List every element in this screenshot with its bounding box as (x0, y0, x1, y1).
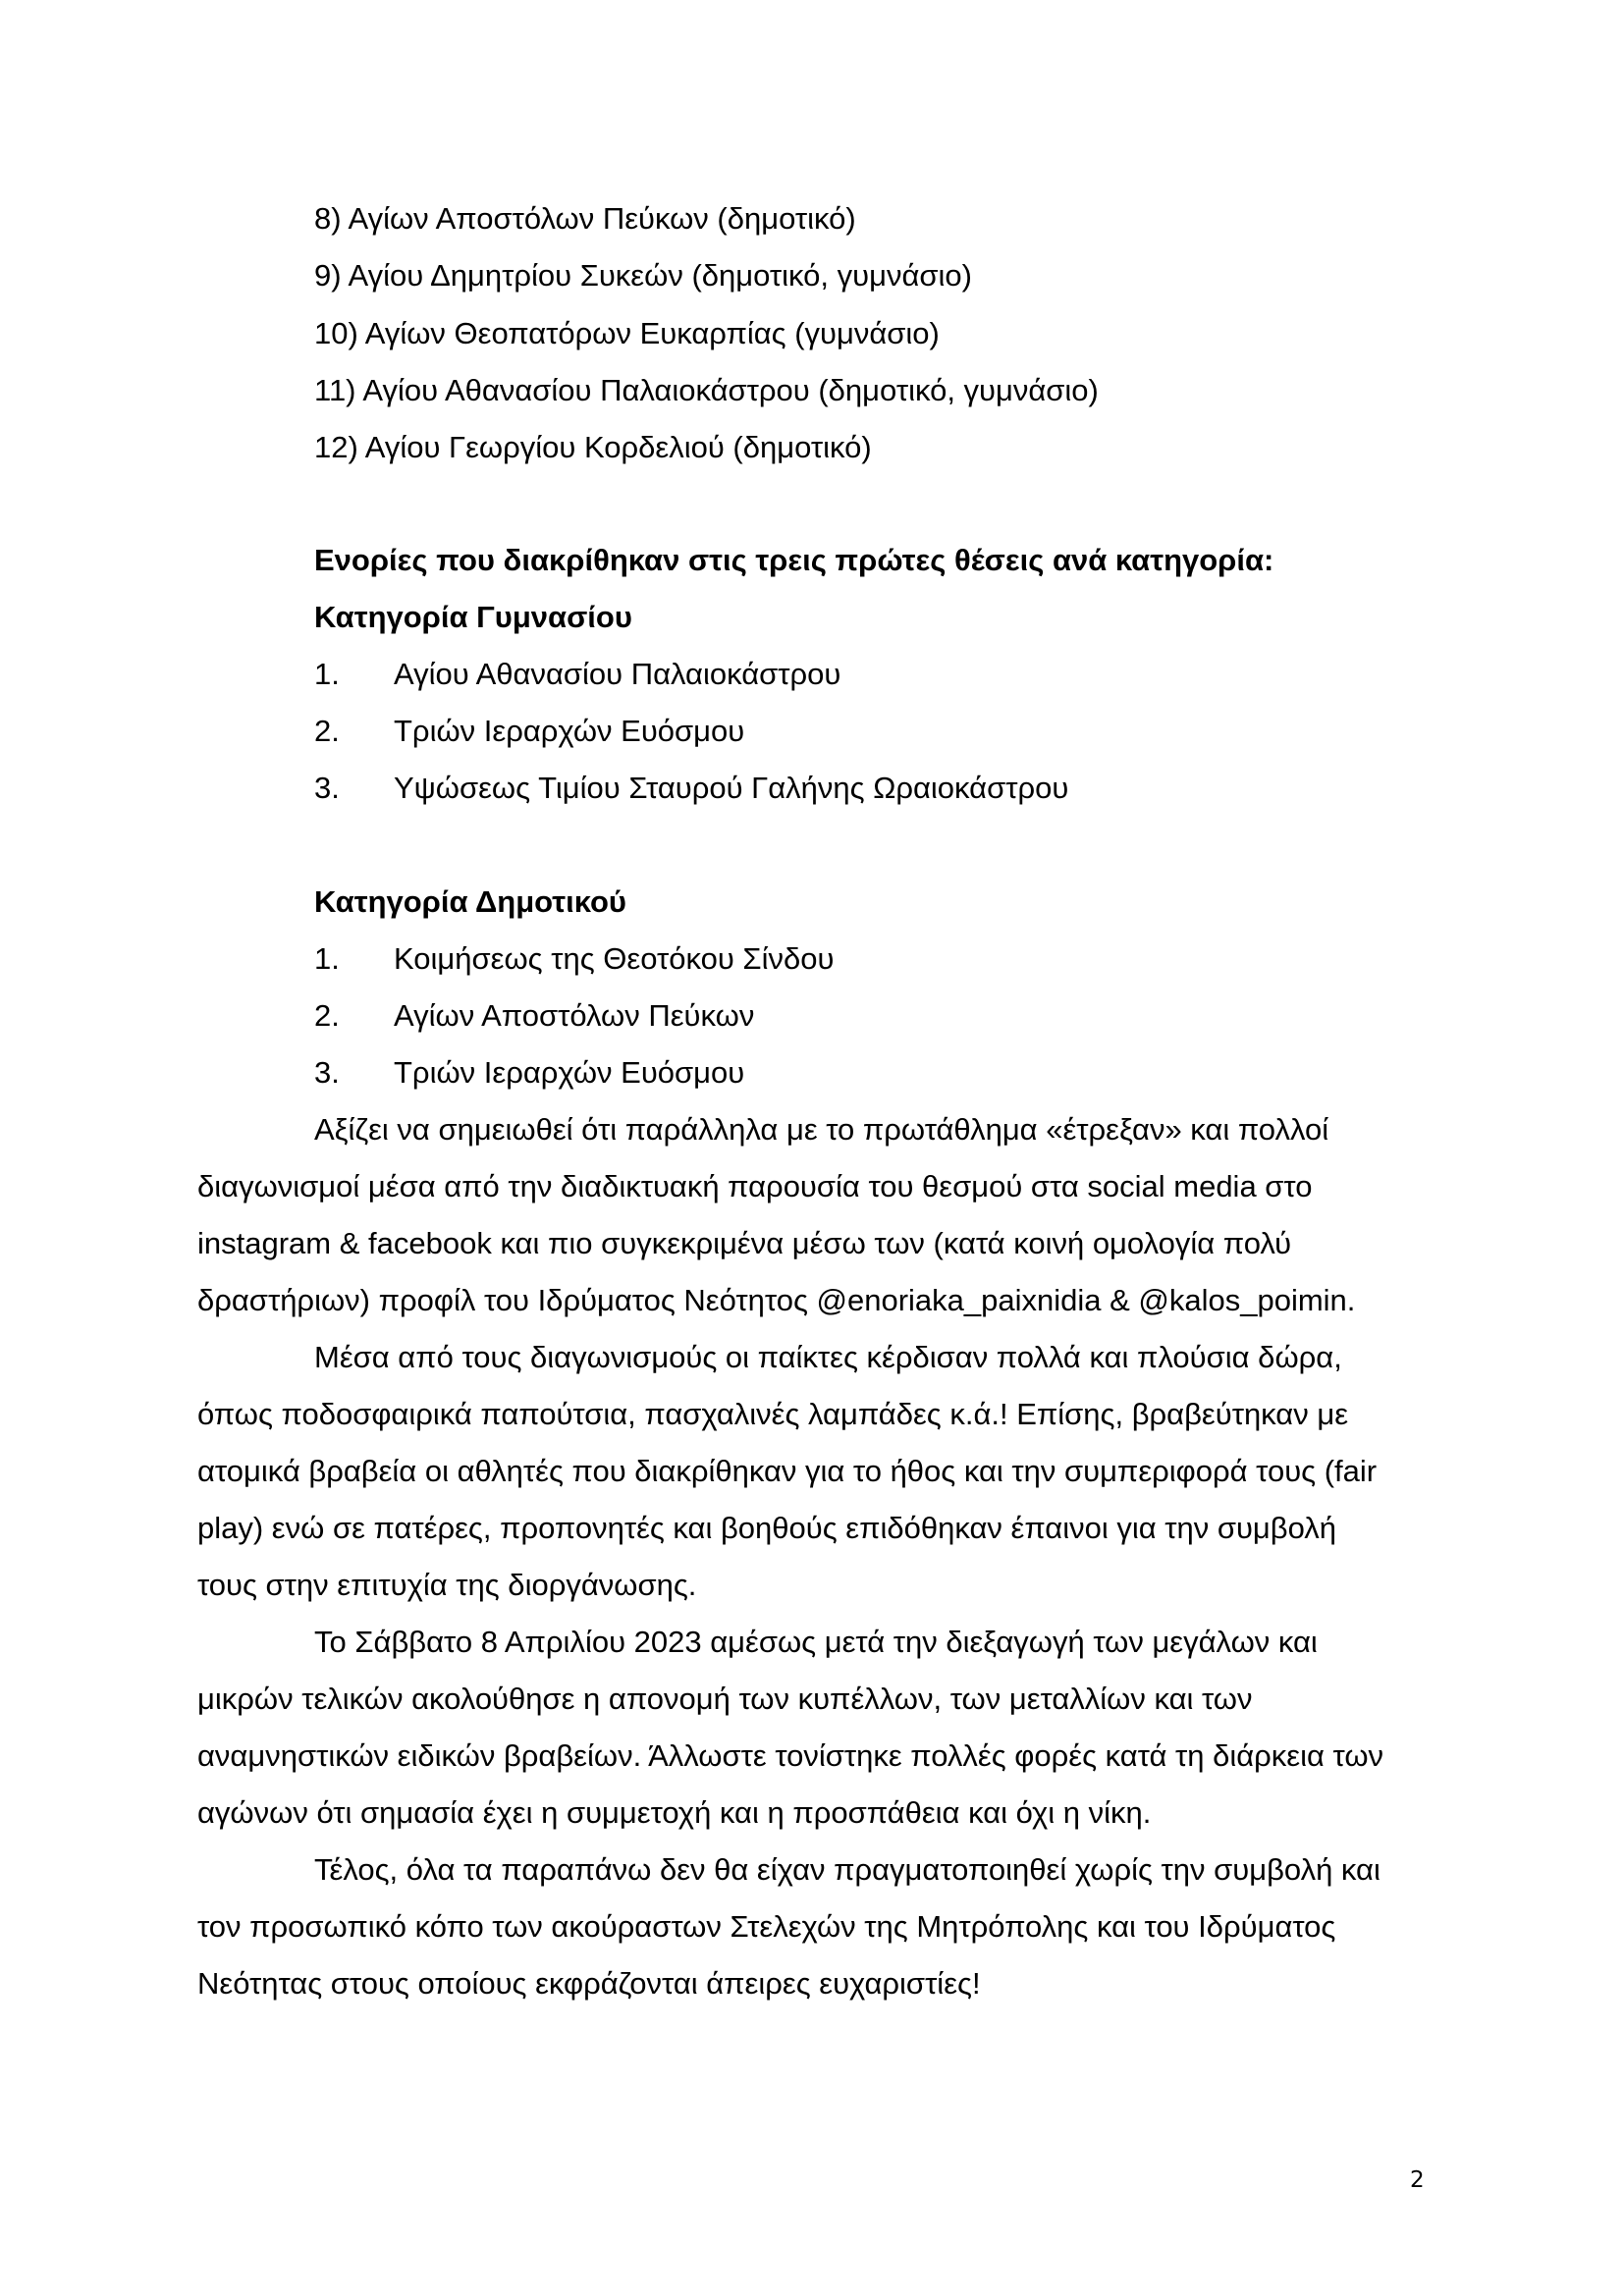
parish-list-item: 8) Αγίων Αποστόλων Πεύκων (δημοτικό) (314, 201, 856, 236)
paragraph-line: Αξίζει να σημειωθεί ότι παράλληλα με το πρωτάθλημα «έτρεξαν» και πολλοί (314, 1112, 1329, 1147)
paragraph-line: Το Σάββατο 8 Απριλίου 2023 αμέσως μετά την διεξαγωγή των μεγάλων και (314, 1625, 1318, 1659)
paragraph-line: play) ενώ σε πατέρες, προπονητές και βοηθούς επιδόθηκαν έπαινοι για την συμβολή (197, 1511, 1337, 1545)
rank-number: 3. (314, 1055, 340, 1090)
parish-list-item: 9) Αγίου Δημητρίου Συκεών (δημοτικό, γυμνάσιο) (314, 258, 972, 293)
paragraph-line: Τέλος, όλα τα παραπάνω δεν θα είχαν πραγματοποιηθεί χωρίς την συμβολή και (314, 1852, 1380, 1887)
rank-number: 2. (314, 998, 340, 1033)
parish-list-item: 12) Αγίου Γεωργίου Κορδελιού (δημοτικό) (314, 430, 872, 464)
category-title: Κατηγορία Δημοτικού (314, 884, 626, 919)
rank-number: 3. (314, 771, 340, 805)
paragraph-line: τον προσωπικό κόπο των ακούραστων Στελεχών της Μητρόπολης και του Ιδρύματος (197, 1909, 1336, 1944)
paragraph-line: ατομικά βραβεία οι αθλητές που διακρίθηκαν για το ήθος και την συμπεριφορά τους (fair (197, 1454, 1378, 1488)
paragraph-line: αγώνων ότι σημασία έχει η συμμετοχή και η προσπάθεια και όχι η νίκη. (197, 1795, 1152, 1830)
paragraph-line: μικρών τελικών ακολούθησε η απονομή των κυπέλλων, των μεταλλίων και των (197, 1682, 1253, 1716)
parish-list-item: 10) Αγίων Θεοπατόρων Ευκαρπίας (γυμνάσιο) (314, 316, 940, 350)
parish-list-item: 11) Αγίου Αθανασίου Παλαιοκάστρου (δημοτικό, γυμνάσιο) (314, 373, 1099, 407)
paragraph-line: Μέσα από τους διαγωνισμούς οι παίκτες κέρδισαν πολλά και πλούσια δώρα, (314, 1340, 1342, 1374)
category-title: Κατηγορία Γυμνασίου (314, 600, 632, 634)
parish-name: Κοιμήσεως της Θεοτόκου Σίνδου (394, 941, 835, 976)
paragraph-line: instagram & facebook και πιο συγκεκριμένα μέσω των (κατά κοινή ομολογία πολύ (197, 1226, 1292, 1260)
rank-number: 1. (314, 657, 340, 691)
page-number: 2 (1410, 2167, 1425, 2193)
paragraph-line: διαγωνισμοί μέσα από την διαδικτυακή παρουσία του θεσμού στα social media στο (197, 1169, 1313, 1203)
paragraph-line: δραστήριων) προφίλ του Ιδρύματος Νεότητος @enoriaka_paixnidia & @kalos_poimin. (197, 1283, 1356, 1317)
paragraph-line: αναμνηστικών ειδικών βραβείων. Άλλωστε τονίστηκε πολλές φορές κατά τη διάρκεια των (197, 1738, 1384, 1773)
parish-name: Υψώσεως Τιμίου Σταυρού Γαλήνης Ωραιοκάστρου (394, 771, 1069, 805)
paragraph-line: τους στην επιτυχία της διοργάνωσης. (197, 1568, 697, 1602)
parish-name: Αγίων Αποστόλων Πεύκων (394, 998, 755, 1033)
parish-name: Τριών Ιεραρχών Ευόσμου (394, 1055, 745, 1090)
parish-name: Τριών Ιεραρχών Ευόσμου (394, 714, 745, 748)
paragraph-line: Νεότητας στους οποίους εκφράζονται άπειρες ευχαριστίες! (197, 1966, 981, 2001)
rank-number: 1. (314, 941, 340, 976)
rank-number: 2. (314, 714, 340, 748)
paragraph-line: όπως ποδοσφαιρικά παπούτσια, πασχαλινές λαμπάδες κ.ά.! Επίσης, βραβεύτηκαν με (197, 1397, 1349, 1431)
winners-heading: Ενορίες που διακρίθηκαν στις τρεις πρώτες θέσεις ανά κατηγορία: (314, 543, 1274, 577)
parish-name: Αγίου Αθανασίου Παλαιοκάστρου (394, 657, 841, 691)
